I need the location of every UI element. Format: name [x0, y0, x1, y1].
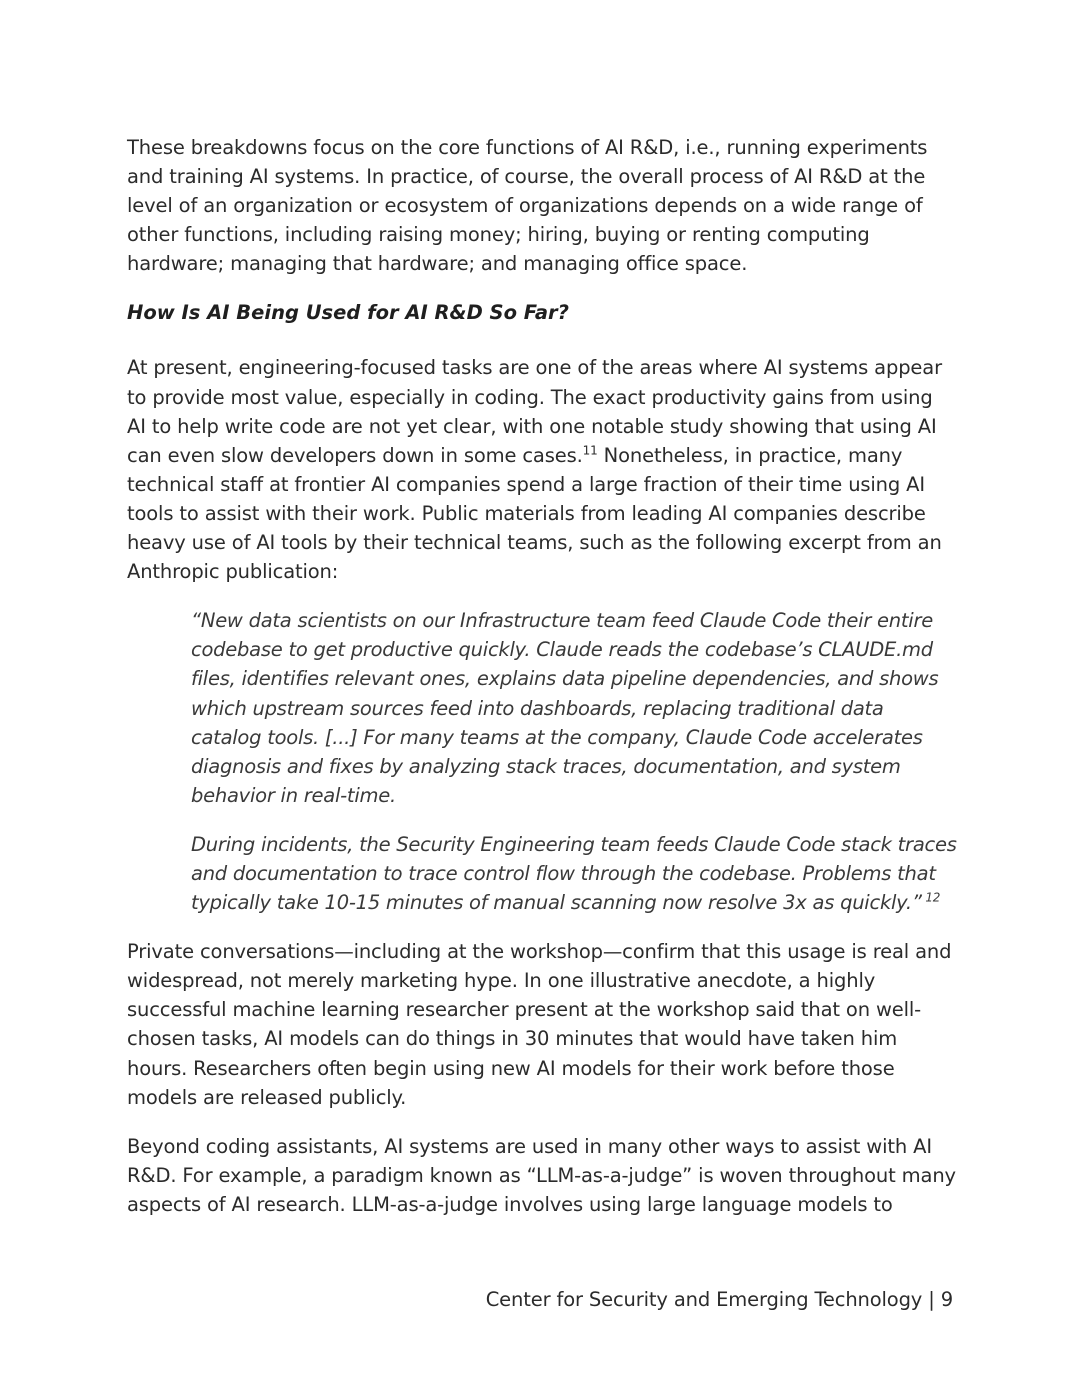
- section-heading: How Is AI Being Used for AI R&D So Far?: [127, 301, 569, 325]
- quote-paragraph-1: “New data scientists on our Infrastructure team feed Claude Code their entire codebase to get productive quickly. Claude reads the codebase’s CLAUDE.md files, identifies relevant ones, explains data pipeline dependencies, and shows which upstream sources feed into dashboards, replacing traditional data catalog tools. [...] For many teams at the company, Claude Code accelerates diagnosis and fixes by analyzing stack traces, documentation, and system behavior in real-time.: [191, 609, 939, 807]
- quote-text-2: During incidents, the Security Engineering team feeds Claude Code stack traces and documentation to trace control flow through the codebase. Problems that typically take 10-15 minutes of manual scanning now resolve 3x as quickly.”: [191, 832, 957, 915]
- page-number: 9: [940, 1288, 953, 1311]
- quote-paragraph-2: [191, 830, 957, 917]
- present-text-1: At present, engineering-focused tasks are one of the areas where AI systems appear to provide most value, especially in coding. The exact productivity gains from using AI to help write code are not yet clear, with one notable study showing that using AI can even slow developers down in some cases.: [127, 356, 942, 467]
- intro-paragraph: These breakdowns focus on the core functions of AI R&D, i.e., running experiments and training AI systems. In practice, of course, the overall process of AI R&D at the level of an organization or ecosystem of organizations depends on a wide range of other functions, including raising money; hiring, buying or renting computing hardware; managing that hardware; and managing office space.: [127, 136, 928, 276]
- present-text-2: Nonetheless, in practice, many technical staff at frontier AI companies spend a large fraction of their time using AI tools to assist with their work. Public materials from leading AI companies describe heavy use of AI tools by their technical teams, such as the following excerpt from an Anthropic publication:: [127, 443, 942, 584]
- present-paragraph: [127, 353, 957, 586]
- footnote-ref-11[interactable]: 11: [582, 443, 598, 458]
- footer-separator: |: [922, 1288, 941, 1311]
- page-footer: [486, 1285, 953, 1314]
- footer-org: Center for Security and Emerging Technology: [485, 1288, 923, 1311]
- private-paragraph: Private conversations—including at the workshop—confirm that this usage is real and widespread, not merely marketing hype. In one illustrative anecdote, a highly successful machine learning researcher present at the workshop said that on well-chosen tasks, AI models can do things in 30 minutes that would have taken him hours. Researchers often begin using new AI models for their work before those models are released publicly.: [127, 940, 952, 1109]
- anthropic-quote: [191, 606, 957, 917]
- footnote-ref-12[interactable]: 12: [925, 890, 941, 905]
- beyond-paragraph: Beyond coding assistants, AI systems are used in many other ways to assist with AI R&D. For example, a paradigm known as “LLM-as-a-judge” is woven throughout many aspects of AI research. LLM-as-a-judge involves using large language models to: [127, 1134, 956, 1216]
- document-body: [127, 133, 957, 1219]
